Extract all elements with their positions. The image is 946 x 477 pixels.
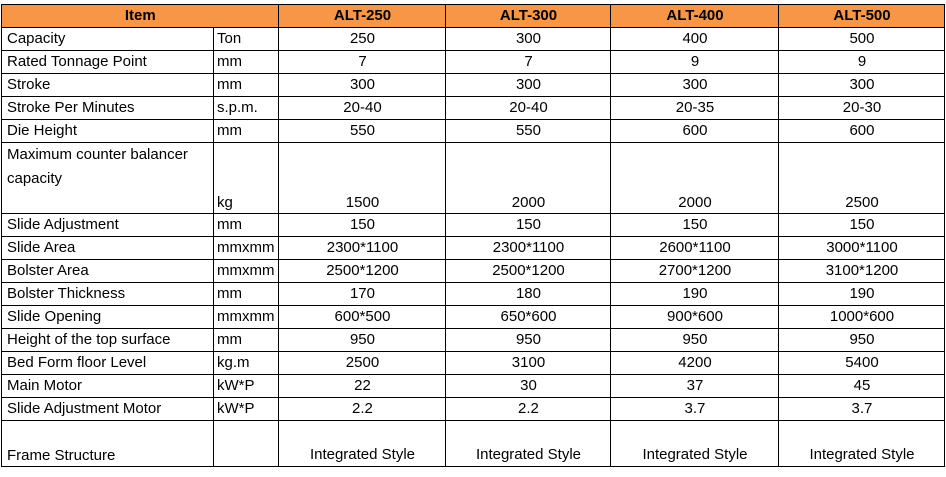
row-value: 2600*1100 xyxy=(611,237,779,260)
row-value: 2500 xyxy=(279,352,446,375)
row-value: 600 xyxy=(611,120,779,143)
row-value: 2000 xyxy=(611,143,779,214)
row-value: 3100 xyxy=(446,352,611,375)
row-unit xyxy=(214,421,279,467)
row-value: 550 xyxy=(446,120,611,143)
row-value: 5400 xyxy=(779,352,945,375)
row-value: 2500*1200 xyxy=(279,260,446,283)
row-value: 2500 xyxy=(779,143,945,214)
row-value: 300 xyxy=(779,74,945,97)
row-value: 2300*1100 xyxy=(446,237,611,260)
header-alt-500: ALT-500 xyxy=(779,5,945,28)
row-value: 950 xyxy=(779,329,945,352)
row-value: 950 xyxy=(279,329,446,352)
row-value: 170 xyxy=(279,283,446,306)
table-row xyxy=(2,375,945,398)
row-value: 2500*1200 xyxy=(446,260,611,283)
row-value: 2700*1200 xyxy=(611,260,779,283)
row-value: 2.2 xyxy=(446,398,611,421)
row-value: 150 xyxy=(279,214,446,237)
row-value: 7 xyxy=(446,51,611,74)
table-row xyxy=(2,97,945,120)
row-label: Maximum counter balancer capacity xyxy=(2,143,214,214)
row-label: Height of the top surface xyxy=(2,329,214,352)
row-value: 950 xyxy=(446,329,611,352)
table-row xyxy=(2,143,945,214)
header-row xyxy=(2,5,945,28)
table-row xyxy=(2,28,945,51)
row-label: Bolster Thickness xyxy=(2,283,214,306)
row-label: Die Height xyxy=(2,120,214,143)
row-value: 300 xyxy=(446,74,611,97)
row-unit: mmxmm xyxy=(214,306,279,329)
row-unit: mm xyxy=(214,74,279,97)
table-row xyxy=(2,283,945,306)
row-unit: mm xyxy=(214,283,279,306)
row-unit: mm xyxy=(214,329,279,352)
row-value: 20-40 xyxy=(279,97,446,120)
table-row xyxy=(2,329,945,352)
row-unit: mmxmm xyxy=(214,237,279,260)
row-value: 7 xyxy=(279,51,446,74)
row-value: 2000 xyxy=(446,143,611,214)
row-value: 150 xyxy=(611,214,779,237)
header-item: Item xyxy=(2,5,279,28)
row-value: 180 xyxy=(446,283,611,306)
row-label: Rated Tonnage Point xyxy=(2,51,214,74)
row-value: Integrated Style xyxy=(446,421,611,467)
row-value: 150 xyxy=(779,214,945,237)
row-value: 37 xyxy=(611,375,779,398)
row-label: Slide Area xyxy=(2,237,214,260)
row-value: 150 xyxy=(446,214,611,237)
row-value: 2.2 xyxy=(279,398,446,421)
row-unit: kW*P xyxy=(214,375,279,398)
row-value: 300 xyxy=(279,74,446,97)
table-row xyxy=(2,306,945,329)
row-value: 950 xyxy=(611,329,779,352)
row-label: Capacity xyxy=(2,28,214,51)
row-label: Frame Structure xyxy=(2,421,214,467)
row-value: 20-40 xyxy=(446,97,611,120)
row-label: Bed Form floor Level xyxy=(2,352,214,375)
row-value: 550 xyxy=(279,120,446,143)
row-unit: s.p.m. xyxy=(214,97,279,120)
table-row xyxy=(2,421,945,467)
table-row xyxy=(2,237,945,260)
row-value: 20-30 xyxy=(779,97,945,120)
row-label: Main Motor xyxy=(2,375,214,398)
row-value: 190 xyxy=(779,283,945,306)
row-value: 600*500 xyxy=(279,306,446,329)
row-label: Stroke xyxy=(2,74,214,97)
table-row xyxy=(2,352,945,375)
row-unit: mm xyxy=(214,214,279,237)
row-unit: Ton xyxy=(214,28,279,51)
table-row xyxy=(2,214,945,237)
row-unit: kg.m xyxy=(214,352,279,375)
row-unit: kg xyxy=(214,143,279,214)
table-row xyxy=(2,260,945,283)
row-value: 45 xyxy=(779,375,945,398)
row-value: 250 xyxy=(279,28,446,51)
row-value: 190 xyxy=(611,283,779,306)
row-value: 30 xyxy=(446,375,611,398)
row-value: 650*600 xyxy=(446,306,611,329)
row-value: 400 xyxy=(611,28,779,51)
table-row xyxy=(2,120,945,143)
row-value: 1000*600 xyxy=(779,306,945,329)
row-unit: mm xyxy=(214,120,279,143)
row-value: 3100*1200 xyxy=(779,260,945,283)
row-value: 9 xyxy=(611,51,779,74)
row-value: 3.7 xyxy=(779,398,945,421)
spec-table xyxy=(1,4,945,467)
row-value: 9 xyxy=(779,51,945,74)
row-value: 1500 xyxy=(279,143,446,214)
row-value: 900*600 xyxy=(611,306,779,329)
header-alt-400: ALT-400 xyxy=(611,5,779,28)
row-value: Integrated Style xyxy=(779,421,945,467)
row-label: Bolster Area xyxy=(2,260,214,283)
row-value: Integrated Style xyxy=(611,421,779,467)
table-row xyxy=(2,51,945,74)
row-value: 3000*1100 xyxy=(779,237,945,260)
row-value: 300 xyxy=(446,28,611,51)
row-label: Slide Adjustment Motor xyxy=(2,398,214,421)
row-value: 22 xyxy=(279,375,446,398)
row-value: 3.7 xyxy=(611,398,779,421)
header-alt-250: ALT-250 xyxy=(279,5,446,28)
row-value: Integrated Style xyxy=(279,421,446,467)
row-value: 300 xyxy=(611,74,779,97)
row-label: Stroke Per Minutes xyxy=(2,97,214,120)
header-alt-300: ALT-300 xyxy=(446,5,611,28)
row-value: 600 xyxy=(779,120,945,143)
row-unit: mmxmm xyxy=(214,260,279,283)
row-value: 4200 xyxy=(611,352,779,375)
row-label: Slide Adjustment xyxy=(2,214,214,237)
row-value: 500 xyxy=(779,28,945,51)
row-label: Slide Opening xyxy=(2,306,214,329)
row-value: 2300*1100 xyxy=(279,237,446,260)
table-row xyxy=(2,74,945,97)
table-row xyxy=(2,398,945,421)
row-unit: mm xyxy=(214,51,279,74)
row-unit: kW*P xyxy=(214,398,279,421)
row-value: 20-35 xyxy=(611,97,779,120)
